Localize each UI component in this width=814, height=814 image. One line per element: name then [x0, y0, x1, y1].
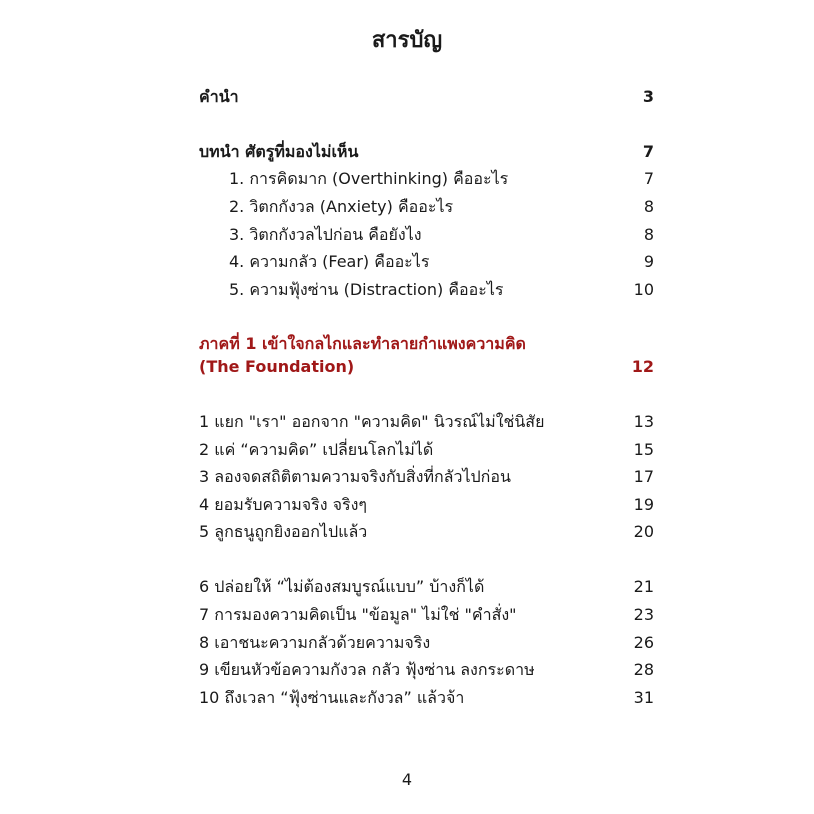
toc-entry[interactable] — [199, 519, 654, 545]
toc-entry-label: 3 ลองจดสถิติตามความจริงกับสิ่งที่กลัวไปก่อน — [199, 467, 511, 486]
toc-entry-label: บทนำ ศัตรูที่มองไม่เห็น — [199, 142, 359, 161]
toc-entry-label: 2 แค่ “ความคิด” เปลี่ยนโลกไม่ได้ — [199, 440, 434, 459]
toc-entry-page: 17 — [633, 467, 654, 486]
toc-entry-chapter-0[interactable] — [199, 139, 654, 165]
page-title: สารบัญ — [371, 28, 443, 53]
toc-part-page: 12 — [631, 357, 654, 376]
toc-entry-page: 13 — [633, 412, 654, 431]
toc-entry-label: 7 การมองความคิดเป็น "ข้อมูล" ไม่ใช่ "คำสั่ง" — [199, 605, 517, 624]
toc-entry-page: 7 — [643, 169, 654, 188]
toc-entry[interactable] — [199, 437, 654, 463]
toc-entry-label: 5 ลูกธนูถูกยิงออกไปแล้ว — [199, 522, 368, 541]
toc-subentry[interactable] — [199, 166, 654, 192]
toc-entry-label: 4. ความกลัว (Fear) คืออะไร — [229, 252, 430, 271]
toc-entry[interactable] — [199, 464, 654, 490]
toc-entry-page: 21 — [633, 577, 654, 596]
toc-entry-label: 1 แยก "เรา" ออกจาก "ความคิด" นิวรณ์ไม่ใช่นิสัย — [199, 412, 545, 431]
toc-entry-page: 9 — [643, 252, 654, 271]
toc-entry-label: 6 ปล่อยให้ “ไม่ต้องสมบูรณ์แบบ” บ้างก็ได้ — [199, 577, 485, 596]
toc-entry-page: 26 — [633, 633, 654, 652]
toc-entry-page: 23 — [633, 605, 654, 624]
toc-entry-page: 19 — [633, 495, 654, 514]
toc-entry-label: คำนำ — [199, 87, 239, 106]
toc-entry-page: 15 — [633, 440, 654, 459]
toc-subentry[interactable] — [199, 222, 654, 248]
toc-entry-label: 2. วิตกกังวล (Anxiety) คืออะไร — [229, 197, 454, 216]
toc-entry-page: 3 — [642, 87, 654, 106]
page-number: 4 — [401, 770, 413, 789]
toc-entry-label: 4 ยอมรับความจริง จริงๆ — [199, 495, 368, 514]
toc-entry[interactable] — [199, 685, 654, 711]
toc-entry[interactable] — [199, 630, 654, 656]
toc-entry-page: 8 — [643, 225, 654, 244]
toc-entry-page: 10 — [633, 280, 654, 299]
toc-entry-intro[interactable] — [199, 84, 654, 110]
toc-entry-label: 10 ถึงเวลา “ฟุ้งซ่านและกังวล” แล้วจ้า — [199, 688, 465, 707]
toc-part-label-line1: ภาคที่ 1 เข้าใจกลไกและทำลายกำแพงความคิด — [199, 334, 526, 353]
toc-entry-page: 20 — [633, 522, 654, 541]
toc-part-label-line2: (The Foundation) — [199, 357, 355, 376]
toc-entry-label: 3. วิตกกังวลไปก่อน คือยังไง — [229, 225, 422, 244]
toc-entry-page: 28 — [633, 660, 654, 679]
toc-subentry[interactable] — [199, 277, 654, 303]
toc-entry-page: 7 — [642, 142, 654, 161]
toc-entry[interactable] — [199, 574, 654, 600]
toc-entry-label: 1. การคิดมาก (Overthinking) คืออะไร — [229, 169, 509, 188]
toc-entry-label: 8 เอาชนะความกลัวด้วยความจริง — [199, 633, 431, 652]
toc-entry[interactable] — [199, 602, 654, 628]
toc-entry[interactable] — [199, 657, 654, 683]
toc-entry[interactable] — [199, 409, 654, 435]
toc-subentry[interactable] — [199, 249, 654, 275]
toc-entry-page: 8 — [643, 197, 654, 216]
toc-part-heading-line2[interactable] — [199, 354, 654, 380]
toc-entry-label: 9 เขียนหัวข้อความกังวล กลัว ฟุ้งซ่าน ลงกระดาษ — [199, 660, 535, 679]
toc-entry[interactable] — [199, 492, 654, 518]
toc-entry-label: 5. ความฟุ้งซ่าน (Distraction) คืออะไร — [229, 280, 504, 299]
toc-entry-page: 31 — [633, 688, 654, 707]
toc-subentry[interactable] — [199, 194, 654, 220]
